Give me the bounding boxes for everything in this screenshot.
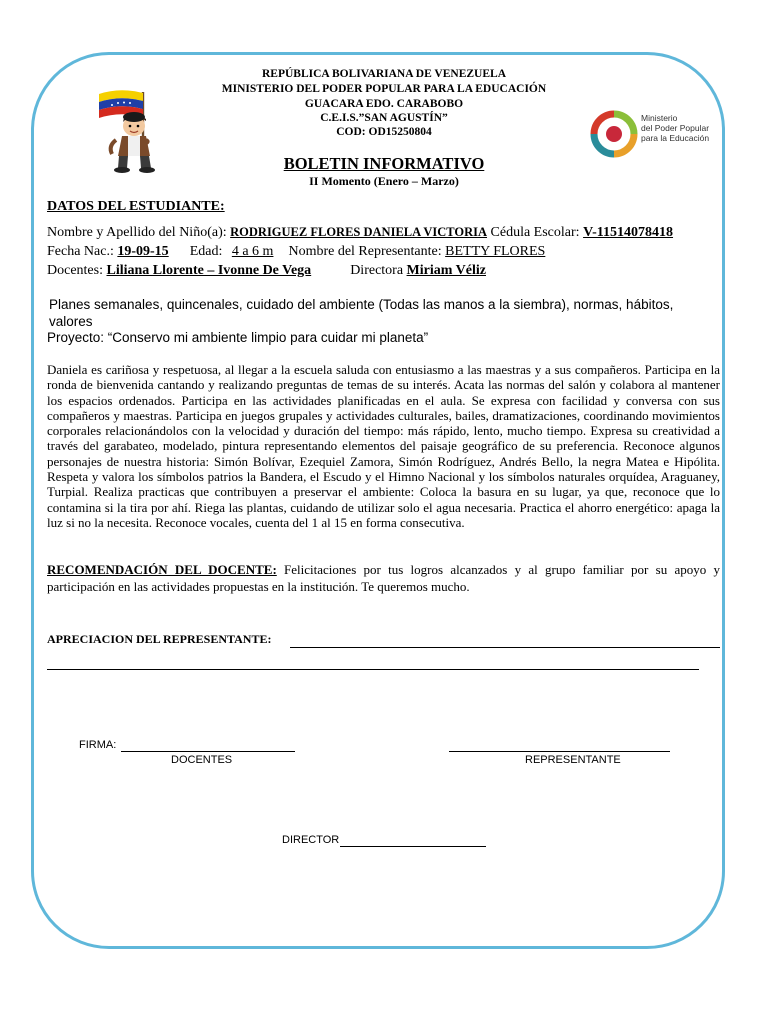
age-label: Edad: (189, 244, 223, 259)
appreciation-line-2 (47, 669, 699, 670)
director-signature-label: DIRECTOR (282, 834, 340, 846)
birth-label: Fecha Nac.: (47, 244, 114, 259)
recommendation-label: RECOMENDACIÓN DEL DOCENTE: (47, 562, 277, 577)
header-location: GUACARA EDO. CARABOBO (304, 98, 464, 110)
appreciation-line-1 (290, 647, 720, 648)
birth-value: 19-09-15 (117, 244, 169, 259)
age-value: 4 a 6 m (231, 244, 274, 259)
student-birth-row (47, 244, 610, 260)
document-subtitle: II Momento (Enero – Marzo) (309, 174, 459, 188)
student-name-value: RODRIGUEZ FLORES DANIELA VICTORIA (230, 225, 488, 239)
docentes-label: DOCENTES (171, 754, 233, 766)
teachers-value: Liliana Llorente – Ivonne De Vega (106, 263, 312, 278)
docentes-signature-line (121, 751, 295, 752)
student-name-label: Nombre y Apellido del Niño(a): (47, 225, 227, 240)
student-id-label: Cédula Escolar: (490, 225, 580, 240)
director-signature-line (340, 846, 486, 847)
teachers-label: Docentes: (47, 263, 103, 278)
firma-label: FIRMA: (79, 739, 117, 751)
logo-text-1: Ministerio (641, 113, 678, 123)
student-section-title: DATOS DEL ESTUDIANTE: (47, 199, 225, 214)
student-description: Daniela es cariñosa y respetuosa, al llegar a la escuela saluda con entusiasmo a las maestras y a sus compañeros. Participa en la ronda de bienvenida cantando y realizando preguntas de temas de su interés. Acata las normas del salón y colabora al mantener los espacios ordenados. Participa en las actividades planificadas en el aula. Se expresa con facilidad y conversa con sus compañeros y maestras. Participa en juegos grupales y actividades culturales, bailes, dramatizaciones, coordinando movimientos corporales relacionándolos con la velocidad y duración del tiempo: más rápido, lento, mucho tiempo. Expresa su creatividad a través del garabateo, modelado, pintura representando elementos del paisaje geográfico de su preferencia. Reconoce algunos personajes de nuestra historia: Simón Bolívar, Ezequiel Zamora, Simón Rodríguez, Andrés Bello, la negra Matea e Hipólita. Respeta y valora los símbolos patrios la Bandera, el Escudo y el Himno Nacional y los símbolos naturales orquídea, Araguaney, Turpial. Realiza practicas que contribuyen a preservar el ambiente: Coloca la basura en su lugar, ya que, reconoce que lo contamina si la tira por ahí. Riega las plantas, cuidando de utilizar solo el agua necesaria. Practica el ahorro energético: apaga la luz si no la necesita. Reconoce vocales, cuenta del 1 al 15 en forma consecutiva. (47, 362, 720, 530)
header-code: COD: OD15250804 (336, 126, 432, 138)
logo-text-3: para la Educación (641, 133, 710, 143)
header-republic: REPÚBLICA BOLIVARIANA DE VENEZUELA (261, 68, 506, 80)
representative-value: BETTY FLORES (445, 244, 546, 259)
student-teachers-row (47, 263, 486, 279)
director-label: Directora (350, 263, 404, 278)
representante-signature-line (449, 751, 670, 752)
appreciation-label: APRECIACION DEL REPRESENTANTE: (47, 632, 272, 646)
header-school: C.E.I.S.”SAN AGUSTÍN” (320, 112, 448, 124)
project-text: Proyecto: “Conservo mi ambiente limpio para cuidar mi planeta” (47, 330, 429, 345)
student-id-value: V-11514078418 (583, 225, 674, 240)
student-name-row (47, 225, 673, 241)
director-value: Miriam Véliz (406, 263, 486, 278)
recommendation-text: Felicitaciones por tus logros alcanzados y al grupo familiar por su apoyo y participación en las actividades propuestas en la institución. Te queremos mucho. (47, 562, 720, 594)
document-title: BOLETIN INFORMATIVO (283, 154, 485, 173)
header-ministry: MINISTERIO DEL PODER POPULAR PARA LA EDUCACIÓN (221, 83, 547, 95)
representante-label: REPRESENTANTE (525, 754, 621, 766)
representative-label: Nombre del Representante: (288, 244, 442, 259)
recommendation-block (47, 561, 720, 595)
logo-text-2: del Poder Popular (641, 123, 710, 133)
plans-text: Planes semanales, quincenales, cuidado del ambiente (Todas las manos a la siembra), normas, hábitos, valores (49, 297, 674, 329)
